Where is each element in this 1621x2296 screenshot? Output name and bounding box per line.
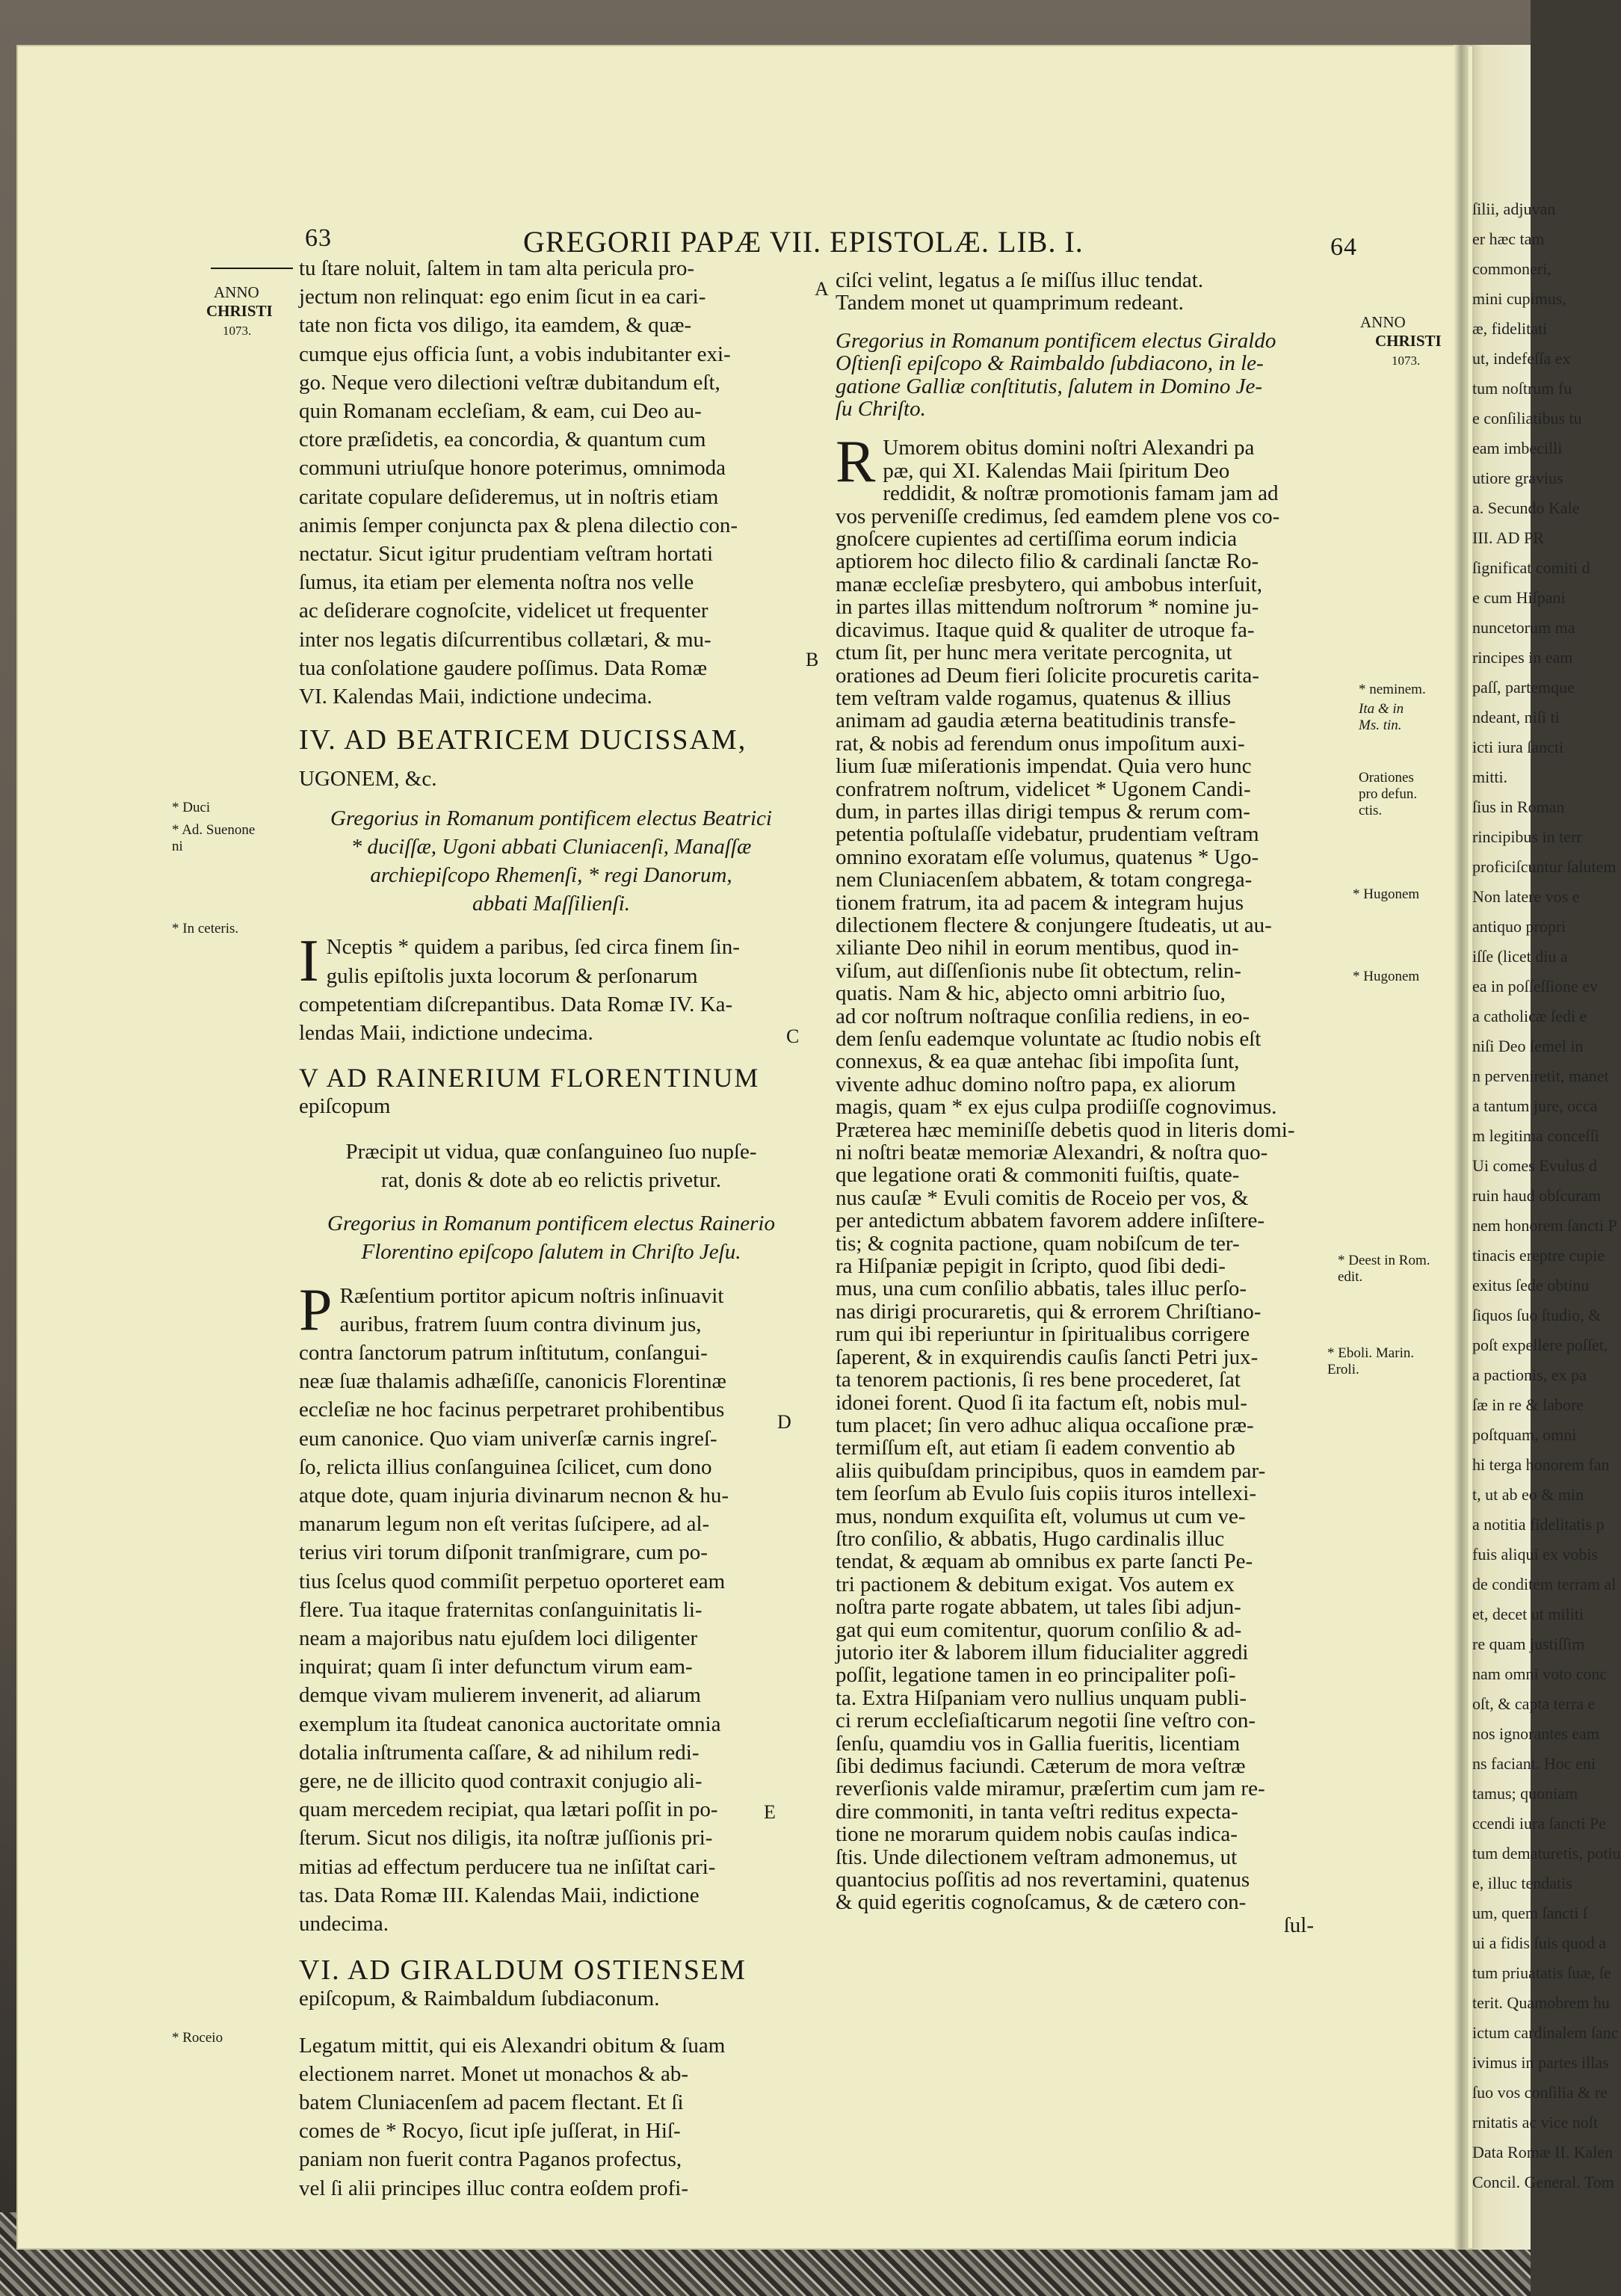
facing-page-line: ea in poſſeſſione ev	[1472, 977, 1598, 996]
text-line: gulis epiſtolis juxta locorum & perſonarum	[326, 963, 698, 988]
text-line: terius viri torum diſponit tranſmigrare, cum po-	[299, 1540, 708, 1565]
text-line: aptiorem hoc dilecto filio & cardinali ſanctæ Ro-	[836, 549, 1259, 574]
text-line: rum qui ibi reperiuntur in ſpiritualibus corrigere	[836, 1322, 1250, 1347]
text-line: ni noſtri beatæ memoriæ Alexandri, & noſtra quo-	[836, 1141, 1268, 1165]
section-letter: C	[786, 1025, 800, 1047]
text-line: quam mercedem recipiat, qua lætari poſſit in po-	[299, 1797, 718, 1822]
margin-note: * neminem.	[1359, 682, 1426, 697]
christi-label-left: CHRISTI	[206, 302, 273, 320]
facing-page-line: ns faciant. Hoc eni	[1472, 1754, 1596, 1773]
letter-heading: IV. AD BEATRICEM DUCISSAM,	[299, 724, 747, 756]
facing-page-line: III. AD PR	[1472, 528, 1544, 547]
text-line: xiliante Deo nihil in eorum mentibus, quod in-	[836, 936, 1239, 960]
right-column	[836, 269, 1344, 1937]
facing-page-line: tum noſtrum fu	[1472, 379, 1572, 398]
text-line: Umorem obitus domini noſtri Alexandri pa	[883, 436, 1255, 460]
text-line: ci rerum eccleſiaſticarum negotii ſine veſtro con-	[836, 1709, 1256, 1733]
letter-address	[299, 804, 803, 919]
text-line: rat, & nobis ad ferendum onus impoſitum auxi-	[836, 731, 1245, 756]
text-line: tu ſtare noluit, ſaltem in tam alta pericula pro-	[299, 256, 695, 280]
left-column	[299, 254, 803, 2203]
text-line: mitias ad effectum perducere tua ne inſiſtat cari-	[299, 1854, 716, 1879]
text-line: Legatum mittit, qui eis Alexandri obitum & ſuam	[299, 2033, 726, 2058]
drop-cap: I	[299, 928, 319, 995]
text-line: ad cor noſtrum noſtraque conſilia rediens, in eo-	[836, 1004, 1250, 1028]
text-line: * duciſſæ, Ugoni abbati Cluniacenſi, Manaſſæ	[351, 834, 752, 859]
text-line: tem ſeorſum ab Evulo ſuis copiis ituros intellexi-	[836, 1481, 1256, 1506]
text-line: Gregorius in Romanum pontificem electus Beatrici	[330, 806, 772, 830]
text-line: mus, una cum conſilio abbatis, tales illuc perſo-	[836, 1277, 1247, 1301]
text-line: omnino exoratam eſſe volumus, quatenus * Ugo-	[836, 845, 1259, 869]
text-line: vivente adhuc domino noſtro papa, ex aliorum	[836, 1072, 1236, 1096]
text-line: dum, in partes illas dirigi tempus & rerum com-	[836, 799, 1250, 824]
text-line: tem veſtram valde rogamus, quatenus & illius	[836, 685, 1232, 710]
text-line: tius ſcelus quod commiſit perpetuo oporteret eam	[299, 1569, 726, 1593]
facing-page-line: ſuo vos conſilia & re	[1472, 2083, 1608, 2102]
facing-page-line: utiore gravius	[1472, 469, 1563, 487]
text-line: tas. Data Romæ III. Kalendas Maii, indictione	[299, 1883, 700, 1907]
text-line: animam ad gaudia æterna beatitudinis transfe-	[836, 709, 1236, 733]
text-line: Gregorius in Romanum pontificem electus Rainerio	[327, 1212, 775, 1236]
text-line: gatione Galliæ conſtitutis, ſalutem in Domino Je-	[836, 374, 1263, 398]
drop-cap: R	[836, 429, 876, 496]
text-line: dem ſenſu eademque voluntate ac ſtudio nobis eſt	[836, 1027, 1262, 1051]
text-line: gnoſcere cupientes ad certiſſima eorum indicia	[836, 527, 1238, 552]
letter-heading: V AD RAINERIUM FLORENTINUM	[299, 1063, 760, 1093]
facing-page-line: mitti.	[1472, 768, 1508, 786]
facing-page-line: proficiſcuntur ſalutem	[1472, 857, 1617, 876]
facing-page-line: rnitatis ac vice noſt	[1472, 2113, 1598, 2132]
facing-page-line: Ui comes Evulus d	[1472, 1156, 1597, 1175]
facing-page-line: iſſe (licet diu a	[1472, 947, 1568, 966]
text-line: neam a majoribus natu ejuſdem loci diligenter	[299, 1626, 698, 1650]
anno-label-left: ANNO	[214, 283, 259, 301]
text-line: abbati Maſſilienſi.	[472, 892, 631, 916]
facing-page-line: ut, indefeſſa ex	[1472, 349, 1571, 368]
facing-page-line: m legitima conceſſi	[1472, 1126, 1599, 1145]
text-line: communi utriuſque honore poterimus, omnimoda	[299, 456, 726, 481]
text-line: gere, ne de illicito quod contraxit conjugio ali-	[299, 1768, 703, 1793]
facing-page-line: fuis aliqui ex vobis	[1472, 1545, 1599, 1564]
text-line: nem Cluniacenſem abbatem, & totam congrega-	[836, 868, 1253, 892]
facing-page-line: a pactionis, ex pa	[1472, 1365, 1587, 1384]
text-line: & quid egeritis cognoſcamus, & de cætero con-	[836, 1890, 1247, 1915]
facing-page-line: et, decet ut militi	[1472, 1605, 1584, 1623]
facing-page-line: mini cupimus,	[1472, 289, 1566, 308]
drop-cap: P	[299, 1277, 333, 1343]
margin-note: * Ad. Suenone ni	[172, 822, 256, 854]
letter-address	[299, 1209, 803, 1266]
facing-page-line: æ, fidelitati	[1472, 319, 1548, 338]
facing-page-line: antiquo propri	[1472, 917, 1566, 936]
text-line: Ræſentium portitor apicum noſtris inſinuavit	[339, 1283, 724, 1308]
text-line: nus cauſæ * Evuli comitis de Roceio per vos, &	[836, 1185, 1249, 1210]
facing-page-line: rincipes in eam	[1472, 648, 1573, 667]
text-line: flere. Tua itaque fraternitas conſanguinitatis li-	[299, 1597, 703, 1622]
text-line: rat, donis & dote ab eo relictis privetur.	[380, 1167, 722, 1192]
facing-page-line: commoneri,	[1472, 259, 1551, 278]
facing-page-line: tinacis ereptre cupie	[1472, 1246, 1605, 1265]
facing-page-line: ccendi iura ſancti Pe	[1472, 1814, 1606, 1833]
facing-page-line: nam omni voto conc	[1472, 1664, 1608, 1683]
facing-page-line: icti iura ſancti	[1472, 738, 1564, 756]
facing-page-line: ndeant, niſi ti	[1472, 708, 1560, 726]
book-spine	[1454, 45, 1469, 2250]
facing-page-line: tum priuatatis ſuæ, ſe	[1472, 1963, 1611, 1982]
letter-summary-end	[836, 269, 1344, 315]
facing-page-line: e, illuc tendatis	[1472, 1874, 1572, 1892]
facing-page-line: Data Romæ II. Kalen	[1472, 2143, 1614, 2161]
text-line: quin Romanam eccleſiam, & eam, cui Deo au-	[299, 399, 702, 424]
facing-page-line: a. Secundo Kale	[1472, 499, 1580, 517]
text-line: animis ſemper conjuncta pax & plena dilectio con-	[299, 513, 738, 537]
text-line: comes de * Rocyo, ſicut ipſe juſſerat, in Hiſ-	[299, 2119, 681, 2144]
facing-page-line: ruin haud obſcuram	[1472, 1186, 1602, 1205]
text-line: ſterum. Sicut nos diligis, ita noſtræ juſſionis pri-	[299, 1826, 713, 1851]
facing-page-text	[1472, 194, 1621, 2212]
text-line: nas dirigi procuraretis, qui & errorem Chriſtiano-	[836, 1299, 1262, 1324]
text-line: dire commoniti, in tanta veſtri reditus expecta-	[836, 1799, 1238, 1824]
facing-page-line: poſtquam, omni	[1472, 1425, 1577, 1444]
text-line: vel ſi alii principes illuc contra eoſdem profi-	[299, 2176, 689, 2200]
margin-note: * Eboli. Marin. Eroli.	[1327, 1345, 1415, 1377]
christi-label-right: CHRISTI	[1375, 332, 1442, 350]
facing-page-line: terit. Quamobrem hu	[1472, 1993, 1610, 2012]
text-line: neæ ſuæ thalamis adhæſiſſe, canonicis Florentinæ	[299, 1369, 726, 1394]
text-line: ſenſu, quamdiu vos in Gallia fueritis, licentiam	[836, 1731, 1241, 1756]
page-number-left: 63	[305, 224, 332, 252]
facing-page-line: e conſiliatibus tu	[1472, 409, 1582, 428]
text-line: exemplum ita ſtudeat canonica auctoritate omnia	[299, 1712, 721, 1736]
facing-page-line: ſilii, adjuvan	[1472, 200, 1556, 218]
letter-summary	[299, 2031, 803, 2203]
text-line: gat qui eum comitentur, quorum conſilio & ad-	[836, 1617, 1242, 1642]
facing-page-line: oſt, & capta terra e	[1472, 1694, 1596, 1713]
letter-subheading: UGONEM, &c.	[299, 767, 437, 791]
text-line: eum canonice. Quo viam univerſæ carnis ingreſ-	[299, 1426, 717, 1451]
text-line: reddidit, & noſtræ promotionis famam jam ad	[883, 481, 1279, 506]
facing-page-line: e cum Hiſpani	[1472, 588, 1566, 607]
text-line: auribus, fratrem ſuum contra divinum jus,	[339, 1312, 702, 1336]
facing-page-line: re quam justiſſim	[1472, 1635, 1585, 1653]
text-line: ac deſiderare cognoſcite, videlicet ut frequenter	[299, 599, 708, 623]
facing-page-line: ivimus in partes illas	[1472, 2053, 1609, 2072]
text-line: archiepiſcopo Rhemenſi, * regi Danorum,	[370, 863, 732, 888]
margin-note: * Hugonem	[1353, 886, 1420, 902]
text-line: reverſionis valde miramur, præſertim cum jam re-	[836, 1777, 1265, 1801]
text-line: in partes illas mittendum noſtrorum * nomine ju-	[836, 595, 1259, 620]
text-line: ſaperent, & in exquirendis cauſis ſancti Petri jux-	[836, 1345, 1259, 1369]
facing-page-line: a catholicæ ſedi e	[1472, 1007, 1587, 1025]
catchword: ſul-	[1283, 1913, 1314, 1937]
text-line: ta tenorem pactionis, ſi res bene procederet, ſat	[836, 1368, 1241, 1392]
text-line: idonei forent. Quod ſi ita factum eſt, nobis mul-	[836, 1390, 1247, 1415]
facing-page-line: t, ut ab eo & min	[1472, 1485, 1584, 1504]
facing-page-line: Non latere vos e	[1472, 887, 1580, 906]
section-letter: A	[815, 278, 829, 300]
running-title: GREGORII PAPÆ VII. EPISTOLÆ. LIB. I.	[523, 225, 1084, 259]
text-line: Præcipit ut vidua, quæ conſanguineo ſuo nupſe-	[345, 1139, 757, 1164]
letter-subheading: epiſcopum	[299, 1094, 391, 1119]
text-line: batem Cluniacenſem ad pacem flectant. Et ſi	[299, 2090, 684, 2114]
margin-note: * In ceteris.	[172, 921, 239, 936]
text-line: nectatur. Sicut igitur prudentiam veſtram hortati	[299, 542, 714, 567]
facing-page-line: exitus ſede obtinu	[1472, 1276, 1590, 1294]
text-line: confratrem noſtrum, videlicet * Ugonem Candi-	[836, 777, 1251, 801]
section-letter: B	[806, 649, 819, 670]
text-line: jectum non relinquat: ego enim ſicut in ea cari-	[299, 285, 706, 309]
text-line: ciſci velint, legatus a ſe miſſus illuc tendat.	[836, 268, 1204, 292]
text-line: Præterea hæc meminiſſe debetis quod in literis domi-	[836, 1117, 1295, 1142]
text-line: termiſſum eſt, aut etiam ſi eadem conventio ab	[836, 1436, 1235, 1460]
text-line: inquirat; quam ſi inter defunctum virum eam-	[299, 1655, 693, 1679]
letter-body	[836, 429, 1344, 1915]
year-label-left: 1073.	[223, 324, 252, 338]
text-line: que legatione orati & commoniti fuiſtis, quate-	[836, 1163, 1240, 1188]
facing-page-line: hi terga honorem fan	[1472, 1455, 1610, 1474]
facing-page-line: er hæc tam	[1472, 229, 1545, 248]
text-line: competentiam diſcrepantibus. Data Romæ IV. Ka-	[299, 992, 733, 1016]
facing-page-line: de conditem terram al	[1472, 1575, 1617, 1593]
text-line: Gregorius in Romanum pontificem electus Giraldo	[836, 328, 1276, 353]
text-line: paniam non fuerit contra Paganos profectus,	[299, 2147, 682, 2172]
text-line: lium ſuæ miſerationis impendat. Quia vero hunc	[836, 754, 1252, 779]
facing-page-line: paſſ, partemque	[1472, 678, 1575, 697]
text-line: dotalia inſtrumenta caſſare, & ad nihilum redi-	[299, 1740, 700, 1765]
text-line: inter nos legatis diſcurrentibus collætari, & mu-	[299, 627, 711, 652]
facing-page-line: tamus; quoniam	[1472, 1784, 1578, 1803]
text-line: lendas Maii, indictione undecima.	[299, 1021, 593, 1046]
text-line: Nceptis * quidem a paribus, ſed circa finem ſin-	[326, 935, 740, 960]
text-line: tum placet; ſin vero adhuc aliqua occaſione præ-	[836, 1413, 1254, 1437]
text-line: tua conſolatione gaudere poſſimus. Data Romæ	[299, 655, 708, 680]
text-line: ta. Extra Hiſpaniam vero nullius unquam publi-	[836, 1685, 1247, 1710]
text-line: tate non ficta vos diligo, ita eamdem, & quæ-	[299, 313, 692, 338]
text-line: ctum ſit, per hunc mera veritate percognita, ut	[836, 641, 1232, 665]
anno-label-right: ANNO	[1360, 313, 1406, 331]
text-line: vos perveniſſe credimus, ſed eamdem plene vos co-	[836, 504, 1280, 528]
facing-page-line: ſæ in re & labore	[1472, 1395, 1584, 1414]
facing-page-line: ictum cardinalem ſanc	[1472, 2023, 1619, 2042]
facing-page-line: nem honorem ſancti P	[1472, 1216, 1617, 1235]
text-line: magis, quam * ex ejus culpa prodiiſſe cognovimus.	[836, 1095, 1277, 1120]
facing-page-line: rincipibus in terr	[1472, 827, 1582, 846]
text-line: dicavimus. Itaque quid & qualiter de utroque fa-	[836, 617, 1255, 642]
text-line: ſtis. Unde dilectionem veſtram admonemus, ut	[836, 1845, 1238, 1869]
text-line: tione ne morarum quidem nobis cauſas indica-	[836, 1822, 1238, 1847]
text-line: ſibi dedimus faciundi. Cæterum de mora veſtræ	[836, 1754, 1246, 1778]
text-line: demque vivam mulierem invenerit, ad aliarum	[299, 1683, 701, 1708]
letter-address	[836, 330, 1344, 421]
text-line: electionem narret. Monet ut monachos & ab-	[299, 2061, 689, 2086]
letter-body	[299, 928, 803, 1047]
page-number-right: 64	[1330, 233, 1357, 261]
section-letter: E	[764, 1801, 776, 1823]
margin-note: Orationes pro defun. ctis.	[1359, 770, 1418, 818]
text-line: jutorio iter & laborem illum fiducialiter aggredi	[836, 1640, 1249, 1664]
letter-summary	[299, 1138, 803, 1194]
margin-note: * Hugonem	[1353, 969, 1420, 984]
text-line: viſum, aut diſſenſionis nube ſit obtectum, relin-	[836, 958, 1241, 983]
letter-subheading: epiſcopum, & Raimbaldum ſubdiaconum.	[299, 1987, 660, 2011]
text-line: cumque ejus officia ſunt, a vobis indubitanter exi-	[299, 342, 731, 366]
text-line: noſtra parte rogate abbatem, ut tales ſibi adjun-	[836, 1595, 1241, 1620]
text-line: eccleſiæ ne hoc facinus perpetraret prohibentibus	[299, 1398, 725, 1422]
facing-page-line: ſiquos ſuo ſtudio, &	[1472, 1306, 1602, 1324]
text-line: ra Hiſpaniæ pepigit in ſcripto, quod ſibi dedi-	[836, 1254, 1226, 1279]
text-line: tionem fratrum, ita ad pacem & integram hujus	[836, 890, 1244, 915]
text-line: Florentino epiſcopo ſalutem in Chriſto Jeſu.	[361, 1240, 741, 1265]
text-line: per antedictum abbatem favorem addere inſiſtere-	[836, 1209, 1265, 1233]
text-line: orationes ad Deum fieri ſolicite procuretis carita-	[836, 663, 1259, 688]
facing-page-line: nuncetorum ma	[1472, 618, 1575, 637]
text-line: undecima.	[299, 1911, 389, 1936]
text-line: caritate copulare deſideremus, ut in noſtris etiam	[299, 484, 719, 509]
text-line: manæ eccleſiæ presbytero, qui ambobus interſuit,	[836, 572, 1263, 596]
text-line: ſu Chriſto.	[836, 397, 926, 422]
section-letter: D	[777, 1411, 791, 1433]
year-label-right: 1073.	[1392, 354, 1421, 368]
margin-note: Ita & in Ms. tin.	[1359, 701, 1404, 733]
text-line: quatis. Nam & hic, abjecto omni arbitrio ſuo,	[836, 981, 1226, 1006]
letter-heading: VI. AD GIRALDUM OSTIENSEM	[299, 1954, 747, 1987]
text-line: quantocius poſſitis ad nos revertamini, quatenus	[836, 1868, 1250, 1892]
facing-page-line: um, quem ſancti ſ	[1472, 1904, 1587, 1922]
text-line: tri pactionem & debitum exigat. Vos autem ex	[836, 1572, 1235, 1596]
text-line: tis; & cognita pactione, quam nobiſcum de ter-	[836, 1231, 1240, 1256]
header-rule	[211, 268, 293, 269]
facing-page-line: niſi Deo ſemel in	[1472, 1037, 1584, 1055]
letter-body	[299, 1277, 803, 1939]
margin-note: * Deest in Rom. edit.	[1338, 1253, 1430, 1285]
text-line: petentia poſtulaſſe videbatur, prudentiam veſtram	[836, 822, 1259, 847]
text-line: manarum legum non eſt veritas ſuſcipere, ad al-	[299, 1512, 710, 1537]
margin-note: * Roceio	[172, 2030, 223, 2046]
text-line: ſtro conſilio, & abbatis, Hugo cardinalis illuc	[836, 1526, 1225, 1551]
facing-page-line: ſius in Roman	[1472, 797, 1565, 816]
text-line: Tandem monet ut quamprimum redeant.	[836, 291, 1184, 315]
text-line: ſumus, ita etiam per elementa noſtra nos velle	[299, 570, 694, 595]
facing-page-line: a notitia fidelitatis p	[1472, 1515, 1605, 1534]
facing-page-line: tum dematuretis, potiu	[1472, 1844, 1621, 1863]
facing-page-line: a tantum jure, occa	[1472, 1096, 1598, 1115]
text-line: connexus, & ea quæ antehac ſibi impoſita ſunt,	[836, 1049, 1240, 1074]
text-line: mus, nondum exquiſita eſt, volumus ut cum ve-	[836, 1504, 1246, 1528]
facing-page-line: poſt expellere poſſet,	[1472, 1336, 1608, 1354]
facing-page-line: n perveniretit, manet	[1472, 1067, 1609, 1085]
text-line: poſſit, legatione tamen in eo principaliter poſi-	[836, 1663, 1236, 1688]
facing-page-line: nos ignorantes eam	[1472, 1724, 1599, 1743]
text-line: ctore præſidetis, ea concordia, & quantum cum	[299, 428, 706, 452]
text-line: ſo, relicta illius conſanguinea ſcilicet, cum dono	[299, 1454, 712, 1479]
margin-note: * Duci	[172, 800, 211, 815]
text-line: dilectionem flectere & conjungere ſtudeatis, ut au-	[836, 913, 1272, 937]
text-line: aliis quibuſdam principibus, quos in eamdem par-	[836, 1458, 1266, 1483]
text-line: pæ, qui XI. Kalendas Maii ſpiritum Deo	[883, 458, 1230, 483]
text-line: VI. Kalendas Maii, indictione undecima.	[299, 685, 652, 709]
text-line: tendat, & æquam ab omnibus ex parte ſancti Pe-	[836, 1549, 1253, 1574]
text-line: Oſtienſi epiſcopo & Raimbaldo ſubdiacono, in le-	[836, 351, 1264, 376]
facing-page-line: ſignificat comiti d	[1472, 558, 1590, 577]
letter-3-ending	[299, 254, 803, 711]
text-line: go. Neque vero dilectioni veſtræ dubitandum eſt,	[299, 370, 720, 395]
text-line: contra ſanctorum patrum inſtitutum, conſangui-	[299, 1340, 708, 1365]
facing-page-line: eam imbecilli	[1472, 439, 1563, 457]
facing-page-line: ui a fidis ſuis quod a	[1472, 1934, 1607, 1952]
facing-page-line: Concil. General. Tom	[1472, 2173, 1614, 2191]
text-line: atque dote, quam injuria divinarum necnon & hu-	[299, 1483, 729, 1507]
